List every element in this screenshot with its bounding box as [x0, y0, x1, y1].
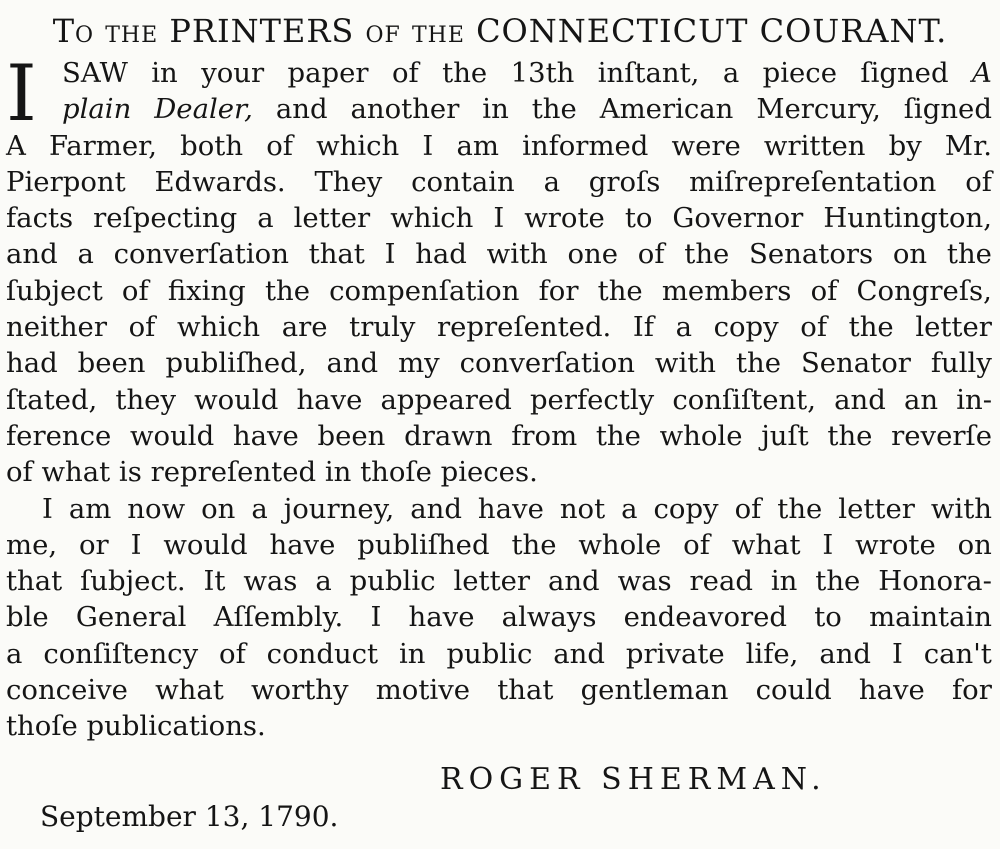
word: copy [713, 311, 779, 344]
word: what [155, 674, 224, 707]
word: miſrepreſentation [689, 165, 937, 198]
word: in [151, 57, 178, 89]
word: letter [838, 492, 915, 525]
word: to [814, 601, 842, 634]
word: I [493, 202, 505, 235]
word: in [399, 637, 426, 670]
word: my [398, 347, 440, 380]
text-line [6, 454, 992, 490]
word: which [176, 311, 261, 344]
word: are [281, 311, 328, 344]
word: your [201, 57, 265, 89]
word: compenſation [329, 274, 520, 307]
text-line [6, 236, 992, 272]
word: and [834, 383, 886, 416]
word: can't [923, 637, 992, 670]
word: whole [578, 528, 662, 561]
word: converſation [113, 238, 289, 271]
word: It [203, 565, 226, 598]
word: Dealer, [154, 93, 253, 126]
word: now [127, 492, 186, 525]
word: in- [956, 383, 992, 416]
word: of [219, 637, 246, 670]
word: reverſe [891, 419, 992, 452]
word: I [42, 492, 53, 525]
word: a [621, 492, 638, 525]
word: a [77, 238, 94, 271]
word: of [128, 311, 156, 344]
word: another [350, 93, 460, 126]
word: conſiſtent, [672, 383, 816, 416]
page-title: To the PRINTERS of the CONNECTICUT COURANT. [52, 12, 948, 50]
text-line [6, 491, 992, 527]
word: of [391, 57, 419, 89]
signature: ROGER SHERMAN. [440, 762, 827, 797]
text-line [6, 382, 992, 418]
word: have [408, 601, 475, 634]
word: and [410, 492, 462, 525]
word: the [815, 565, 861, 598]
word: read [689, 565, 753, 598]
word: facts [6, 202, 74, 235]
word: in [482, 93, 509, 126]
word: copy [653, 492, 719, 525]
word: of [683, 528, 710, 561]
word: and [547, 565, 600, 598]
word: of [810, 274, 838, 307]
word: the [264, 274, 310, 307]
word: inſtant, [597, 57, 700, 89]
word: the [511, 528, 557, 561]
text-line [6, 55, 992, 91]
word: private [625, 637, 725, 670]
word: paper [287, 57, 369, 89]
word: perfectly [529, 383, 655, 416]
drop-cap: I [6, 49, 37, 139]
word: If [632, 311, 654, 344]
word: a [6, 637, 23, 670]
word: was [617, 565, 672, 598]
word: groſs [588, 165, 661, 198]
word: publiſhed [357, 528, 490, 561]
word: fixing [167, 274, 246, 307]
word: piece [762, 57, 837, 89]
word: am [456, 129, 499, 162]
word: a [251, 492, 268, 525]
line-text: thoſe publications. [6, 710, 266, 743]
word: reſpecting [93, 202, 238, 235]
line-text: of what is repreſented in thoſe pieces. [6, 456, 538, 489]
letter-body [6, 49, 992, 745]
word: ſtated, [6, 383, 98, 416]
word: conſiſtency [43, 637, 199, 670]
word: Senator [800, 347, 911, 380]
word: the [735, 347, 781, 380]
word: for [538, 274, 579, 307]
word: have [477, 492, 544, 525]
text-line [6, 527, 992, 563]
word: A [6, 129, 26, 162]
word: with [930, 492, 992, 525]
word: of [965, 165, 992, 198]
word: the [597, 274, 643, 307]
word: me, [6, 528, 58, 561]
word: ble [6, 601, 49, 634]
word: in [770, 565, 798, 598]
word: Congreſs, [856, 274, 992, 307]
word: ſigned [860, 57, 949, 89]
word: and [553, 637, 605, 670]
word: an [903, 383, 939, 416]
word: with [654, 347, 717, 380]
word: Mr. [944, 129, 992, 162]
word: what [731, 528, 801, 561]
word: a [257, 202, 274, 235]
word: with [486, 238, 548, 271]
word: Governor [672, 202, 804, 235]
word: am [68, 492, 112, 525]
word: I [822, 528, 834, 561]
word: the [827, 419, 873, 452]
word: of [734, 492, 762, 525]
word: which [316, 129, 400, 162]
word: conduct [266, 637, 379, 670]
word: informed [522, 129, 649, 162]
word: were [671, 129, 741, 162]
word: ſigned [903, 93, 992, 126]
word: have [232, 419, 299, 452]
word: that [497, 674, 554, 707]
word: from [511, 419, 578, 452]
word: letter [915, 311, 992, 344]
word: Huntington, [823, 202, 992, 235]
word: conceive [6, 674, 128, 707]
word: the [442, 57, 488, 89]
paragraph-1 [6, 49, 992, 491]
word: of [800, 311, 828, 344]
word: and [326, 347, 379, 380]
word: of [637, 238, 665, 271]
word: on [201, 492, 236, 525]
word: Edwards. [154, 165, 286, 198]
text-line [6, 128, 992, 164]
word: of [266, 129, 293, 162]
word: plain [62, 93, 132, 126]
word: I [891, 637, 903, 670]
word: by [888, 129, 922, 162]
word: the [595, 419, 641, 452]
word: the [946, 238, 992, 271]
word: SAW [62, 57, 128, 89]
word: on [892, 238, 928, 271]
word: members [661, 274, 792, 307]
word: Pierpont [6, 165, 126, 198]
word: General [75, 601, 187, 634]
text-line [6, 418, 992, 454]
word: had [6, 347, 58, 380]
word: American [599, 93, 734, 126]
word: been [77, 347, 146, 380]
word: both [180, 129, 244, 162]
word: wrote [524, 202, 605, 235]
word: Mercury, [756, 93, 881, 126]
word: could [755, 674, 832, 707]
word: had [415, 238, 467, 271]
word: always [501, 601, 597, 634]
word: have [296, 383, 363, 416]
word: I [130, 528, 142, 561]
word: juſt [761, 419, 809, 452]
word: A [971, 57, 992, 89]
word: publiſhed, [165, 347, 307, 380]
word: motive [375, 674, 471, 707]
word: one [567, 238, 619, 271]
text-line [6, 309, 992, 345]
word: and [6, 238, 58, 271]
word: I [384, 238, 396, 271]
word: endeavored [623, 601, 788, 634]
word: converſation [459, 347, 635, 380]
word: drawn [404, 419, 493, 452]
word: a [543, 165, 560, 198]
word: on [957, 528, 992, 561]
word: not [559, 492, 606, 525]
word: Farmer, [49, 129, 157, 162]
word: for [952, 674, 992, 707]
word: would [129, 419, 215, 452]
word: whole [659, 419, 743, 452]
dateline: September 13, 1790. [40, 800, 339, 833]
text-line [6, 345, 992, 381]
word: wrote [855, 528, 936, 561]
word: maintain [869, 601, 992, 634]
word: the [531, 93, 577, 126]
word: and [819, 637, 872, 670]
word: that [308, 238, 365, 271]
text-line [6, 563, 992, 599]
word: letter [293, 202, 371, 235]
word: Senators [749, 238, 874, 271]
word: public [446, 637, 533, 670]
word: repreſented. [437, 311, 612, 344]
text-line [6, 708, 992, 744]
word: would [163, 528, 248, 561]
word: public [349, 565, 436, 598]
word: fully [930, 347, 992, 380]
word: that [6, 565, 63, 598]
word: to [624, 202, 653, 235]
word: which [390, 202, 474, 235]
text-line [6, 273, 992, 309]
text-line [6, 91, 992, 127]
word: was [243, 565, 298, 598]
word: worthy [251, 674, 349, 707]
word: a [722, 57, 740, 89]
word: have [269, 528, 336, 561]
word: they [115, 383, 176, 416]
word: have [858, 674, 925, 707]
text-line [6, 599, 992, 635]
word: gentleman [580, 674, 729, 707]
text-line [6, 164, 992, 200]
word: 13th [510, 57, 575, 89]
word: They [314, 165, 383, 198]
word: the [684, 238, 730, 271]
word: or [78, 528, 109, 561]
word: been [317, 419, 386, 452]
word: I [422, 129, 434, 162]
word: I [370, 601, 382, 634]
word: letter [453, 565, 531, 598]
text-line [6, 672, 992, 708]
paragraph-2 [6, 491, 992, 745]
word: truly [349, 311, 416, 344]
word: and [275, 93, 328, 126]
word: the [848, 311, 894, 344]
word: a [675, 311, 692, 344]
word: Aſſembly. [213, 601, 344, 634]
word: neither [6, 311, 107, 344]
word: contain [411, 165, 515, 198]
word: Honora- [878, 565, 992, 598]
word: ſubject. [80, 565, 186, 598]
word: ference [6, 419, 112, 452]
text-line [6, 200, 992, 236]
word: a [315, 565, 332, 598]
word: journey, [283, 492, 395, 525]
word: appeared [380, 383, 512, 416]
word: would [194, 383, 279, 416]
word: of [121, 274, 149, 307]
word: the [777, 492, 823, 525]
word: written [763, 129, 866, 162]
word: ſubject [6, 274, 103, 307]
text-line [6, 636, 992, 672]
word: life, [745, 637, 799, 670]
